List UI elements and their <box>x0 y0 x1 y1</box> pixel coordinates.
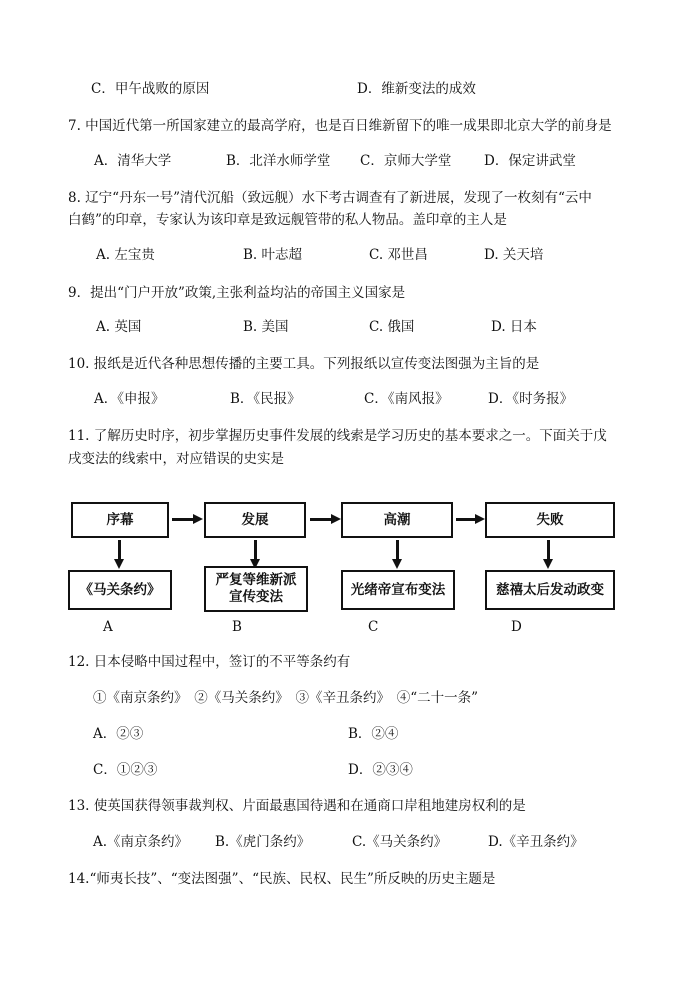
stage-box-development: 发展 <box>204 502 306 538</box>
event-box-d: 慈禧太后发动政变 <box>485 570 615 610</box>
arrow-right-2 <box>310 518 332 521</box>
q14-stem: 14.“师夷长技”、“变法图强”、“民族、民权、民生”所反映的历史主题是 <box>68 871 496 887</box>
q8-option-d: D. 关天培 <box>484 247 544 263</box>
q12-option-b: B．②④ <box>348 726 399 742</box>
q8-option-b: B. 叶志超 <box>243 247 303 263</box>
q13-option-a: A.《南京条约》 <box>93 834 189 850</box>
q13-stem: 13. 使英国获得领事裁判权、片面最惠国待遇和在通商口岸租地建房权利的是 <box>68 798 526 814</box>
q7-stem: 7. 中国近代第一所国家建立的最高学府，也是百日维新留下的唯一成果即北京大学的前身是 <box>68 118 612 134</box>
q7-option-b: B．北洋水师学堂 <box>226 153 331 169</box>
q12-option-a: A．②③ <box>93 726 144 742</box>
q12-option-c: C．①②③ <box>93 762 158 778</box>
q10-option-c: C．《南风报》 <box>364 391 449 407</box>
arrow-down-c <box>396 540 399 560</box>
label-d: D <box>511 619 522 635</box>
stage-box-climax: 高潮 <box>341 502 453 538</box>
q11-stem-line1: 11. 了解历史时序，初步掌握历史事件发展的线索是学习历史的基本要求之一。下面关于戊 <box>68 428 607 444</box>
q10-option-b: B．《民报》 <box>230 391 301 407</box>
stage-box-failure: 失败 <box>485 502 615 538</box>
stage-box-prelude: 序幕 <box>71 502 169 538</box>
q8-stem-line2: 白鹤”的印章，专家认为该印章是致远舰管带的私人物品。盖印章的主人是 <box>68 212 507 228</box>
event-box-a: 《马关条约》 <box>68 570 172 610</box>
q8-option-c: C. 邓世昌 <box>369 247 428 263</box>
event-box-c: 光绪帝宣布变法 <box>341 570 455 610</box>
q7-option-c: C．京师大学堂 <box>360 153 452 169</box>
q8-option-a: A. 左宝贵 <box>96 247 155 263</box>
q11-stem-line2: 戌变法的线索中，对应错误的史实是 <box>68 451 284 467</box>
label-c: C <box>368 619 379 635</box>
arrow-down-a <box>118 540 121 560</box>
arrow-right-3 <box>456 518 476 521</box>
q12-items: ①《南京条约》 ②《马关条约》 ③《辛丑条约》 ④“二十一条” <box>93 690 479 706</box>
q7-option-d: D．保定讲武堂 <box>484 153 576 169</box>
label-b: B <box>232 619 242 635</box>
q9-stem: 9．提出“门户开放”政策,主张利益均沾的帝国主义国家是 <box>68 285 406 301</box>
q12-option-d: D．②③④ <box>348 762 413 778</box>
q10-option-a: A．《申报》 <box>94 391 165 407</box>
q9-option-d: D. 日本 <box>491 319 537 335</box>
q10-stem: 10. 报纸是近代各种思想传播的主要工具。下列报纸以宣传变法图强为主旨的是 <box>68 356 540 372</box>
q6-option-d: D．维新变法的成效 <box>357 81 476 97</box>
arrow-down-d <box>547 540 550 560</box>
q12-stem: 12. 日本侵略中国过程中，签订的不平等条约有 <box>68 654 351 670</box>
q13-option-c: C.《马关条约》 <box>352 834 448 850</box>
event-box-b: 严复等维新派 宣传变法 <box>204 566 308 612</box>
q9-option-b: B. 美国 <box>243 319 289 335</box>
q13-option-d: D.《辛丑条约》 <box>488 834 584 850</box>
q8-stem-line1: 8. 辽宁“丹东一号”清代沉船（致远舰）水下考古调查有了新进展，发现了一枚刻有“云中 <box>68 190 592 206</box>
q9-option-a: A. 英国 <box>96 319 142 335</box>
q6-option-c: C．甲午战败的原因 <box>91 81 210 97</box>
q7-option-a: A．清华大学 <box>94 153 172 169</box>
arrow-down-b <box>254 540 257 560</box>
q10-option-d: D．《时务报》 <box>488 391 574 407</box>
label-a: A <box>103 619 113 635</box>
q9-option-c: C. 俄国 <box>369 319 415 335</box>
arrow-right-1 <box>172 518 194 521</box>
q13-option-b: B.《虎门条约》 <box>215 834 311 850</box>
